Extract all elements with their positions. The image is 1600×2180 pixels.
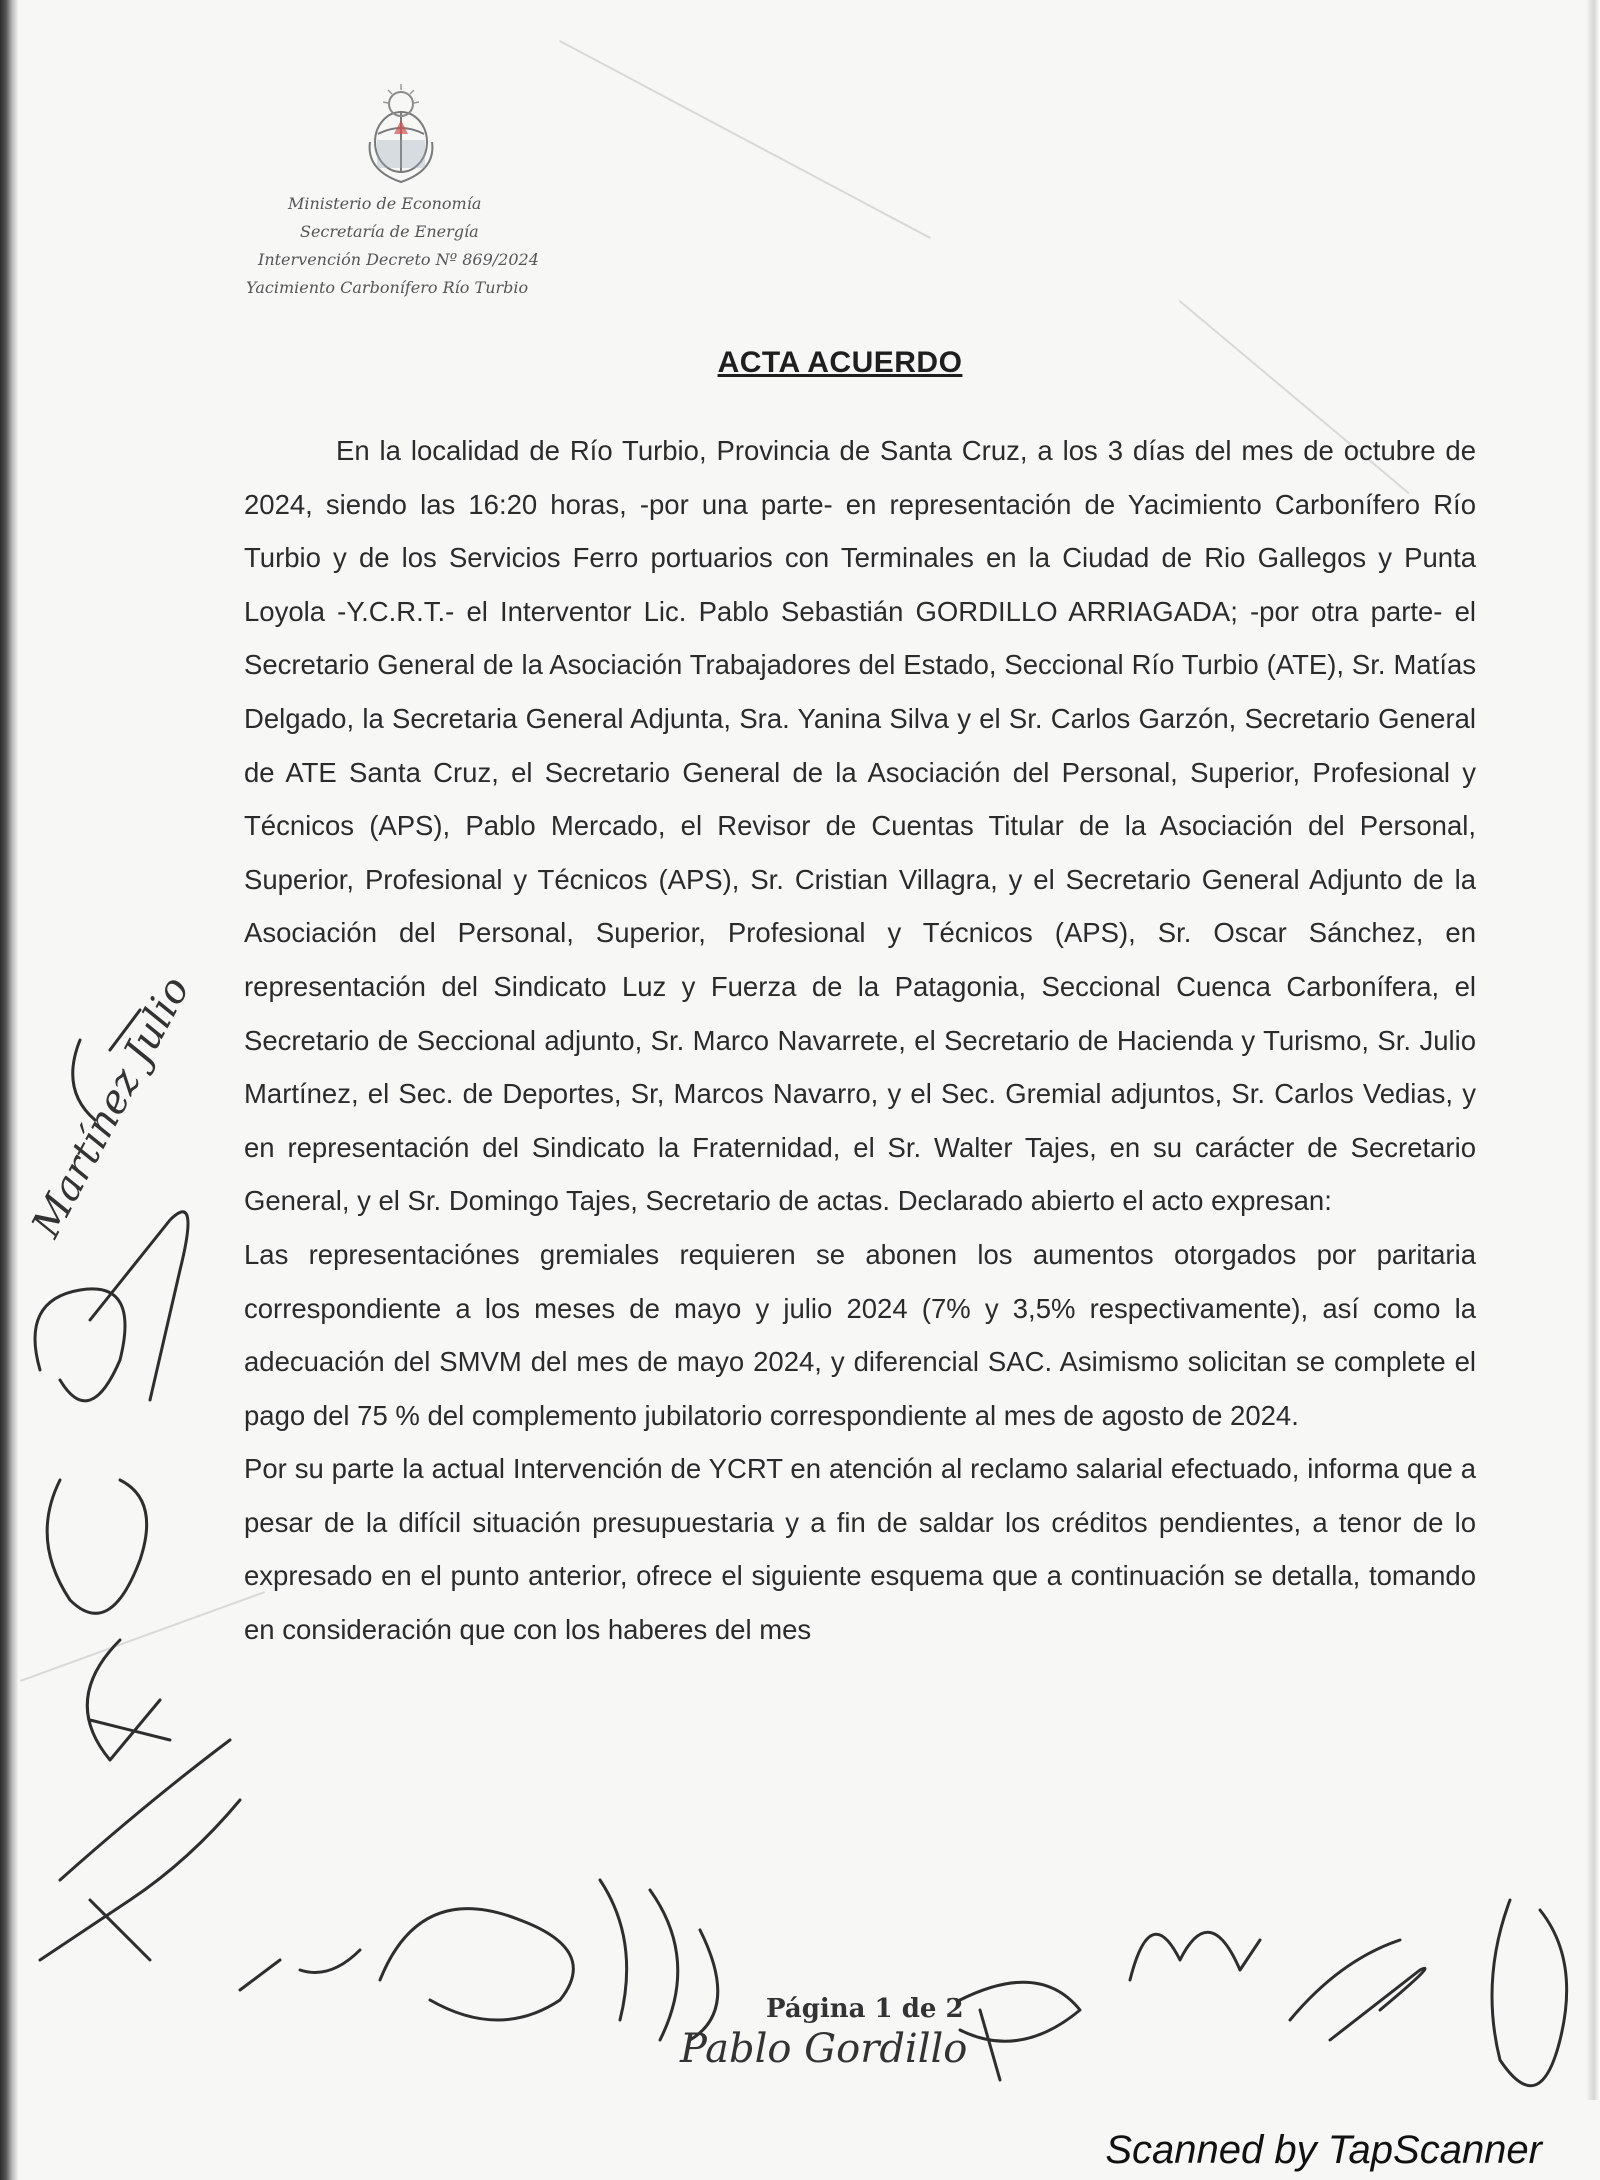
- letterhead-decree: Intervención Decreto Nº 869/2024: [258, 250, 539, 269]
- scan-edge-left: [0, 0, 18, 2180]
- letterhead: [238, 190, 618, 302]
- paragraph-union-request: Las representaciónes gremiales requieren se abonen los aumentos otorgados por paritaria correspondiente a los meses de mayo y julio 2024 (7% y 3,5% respectivamente), así como la adecuación del SMVM del mes de mayo 2024, y diferencial SAC. Asimismo solicitan se complete el pago del 75 % del complemento jubilatorio correspondiente al mes de agosto de 2024.: [244, 1238, 1476, 1431]
- margin-signature-3: [87, 1640, 170, 1760]
- margin-signature-2: [47, 1480, 147, 1613]
- bottom-signature-6: [1492, 1900, 1567, 2086]
- letterhead-ministry: Ministerio de Economía: [288, 194, 482, 213]
- bottom-signature-5: [1290, 1940, 1425, 2040]
- margin-handwritten-note: Martínez Julio: [23, 969, 199, 1245]
- page-number: Página 1 de 2: [766, 1994, 964, 2024]
- bottom-signature-2: [600, 1880, 718, 2040]
- paragraph-parties: En la localidad de Río Turbio, Provincia de Santa Cruz, a los 3 días del mes de octubre de 2024, siendo las 16:20 horas, -por una parte- en representación de Yacimiento Carbonífero Río Turbio y de los Servicios Ferro portuarios con Terminales en la Ciudad de Rio Gallegos y Punta Loyola -Y.C.R.T.- el Interventor Lic. Pablo Sebastián GORDILLO ARRIAGADA; -por otra parte- el Secretario General de la Asociación Trabajadores del Estado, Seccional Río Turbio (ATE), Sr. Matías Delgado, la Secretaria General Adjunta, Sra. Yanina Silva y el Sr. Carlos Garzón, Secretario General de ATE Santa Cruz, el Secretario General de la Asociación del Personal, Superior, Profesional y Técnicos (APS), Pablo Mercado, el Revisor de Cuentas Titular de la Asociación del Personal, Superior, Profesional y Técnicos (APS), Sr. Cristian Villagra, y el Secretario General Adjunto de la Asociación del Personal, Superior, Profesional y Técnicos (APS), Sr. Oscar Sánchez, en representación del Sindicato Luz y Fuerza de la Patagonia, Seccional Cuenca Carbonífera, el Secretario de Seccional adjunto, Sr. Marco Navarrete, el Secretario de Hacienda y Turismo, Sr. Julio Martínez, el Sec. de Deportes, Sr, Marcos Navarro, y el Sec. Gremial adjuntos, Sr. Carlos Vedias, y en representación del Sindicato la Fraternidad, el Sr. Walter Tajes, en su carácter de Secretario General, y el Sr. Domingo Tajes, Secretario de actas. Declarado abierto el acto expresan:: [244, 435, 1476, 1217]
- scanner-watermark: Scanned by TapScanner: [1105, 2128, 1542, 2172]
- paragraph-intervention-response: Por su parte la actual Intervención de YCRT en atención al reclamo salarial efectuado, informa que a pesar de la difícil situación presupuestaria y a fin de saldar los créditos pendientes, a tenor de lo expresado en el punto anterior, ofrece el siguiente esquema que a continuación se detalla, tomando en consideración que con los haberes del mes: [244, 1453, 1476, 1646]
- document-title: ACTA ACUERDO: [717, 346, 963, 379]
- margin-signature-4: [40, 1740, 240, 1960]
- argentina-coat-of-arms-icon: [358, 82, 444, 190]
- bottom-signature-1: [240, 1909, 573, 2020]
- letterhead-company: Yacimiento Carbonífero Río Turbio: [246, 278, 529, 297]
- scan-edge-right: [1586, 0, 1600, 2100]
- paper-crease: [20, 1591, 265, 1682]
- margin-initials-signature: [73, 1010, 140, 1120]
- bottom-signature-3: [960, 1982, 1080, 2080]
- document-body: [244, 424, 1476, 1657]
- bottom-signature-4: [1130, 1932, 1260, 1980]
- letterhead-secretariat: Secretaría de Energía: [300, 222, 479, 241]
- margin-signature-1: [35, 1212, 188, 1401]
- document-title-wrap: [0, 346, 1600, 380]
- handwritten-signature-name: Pablo Gordillo: [680, 2026, 968, 2072]
